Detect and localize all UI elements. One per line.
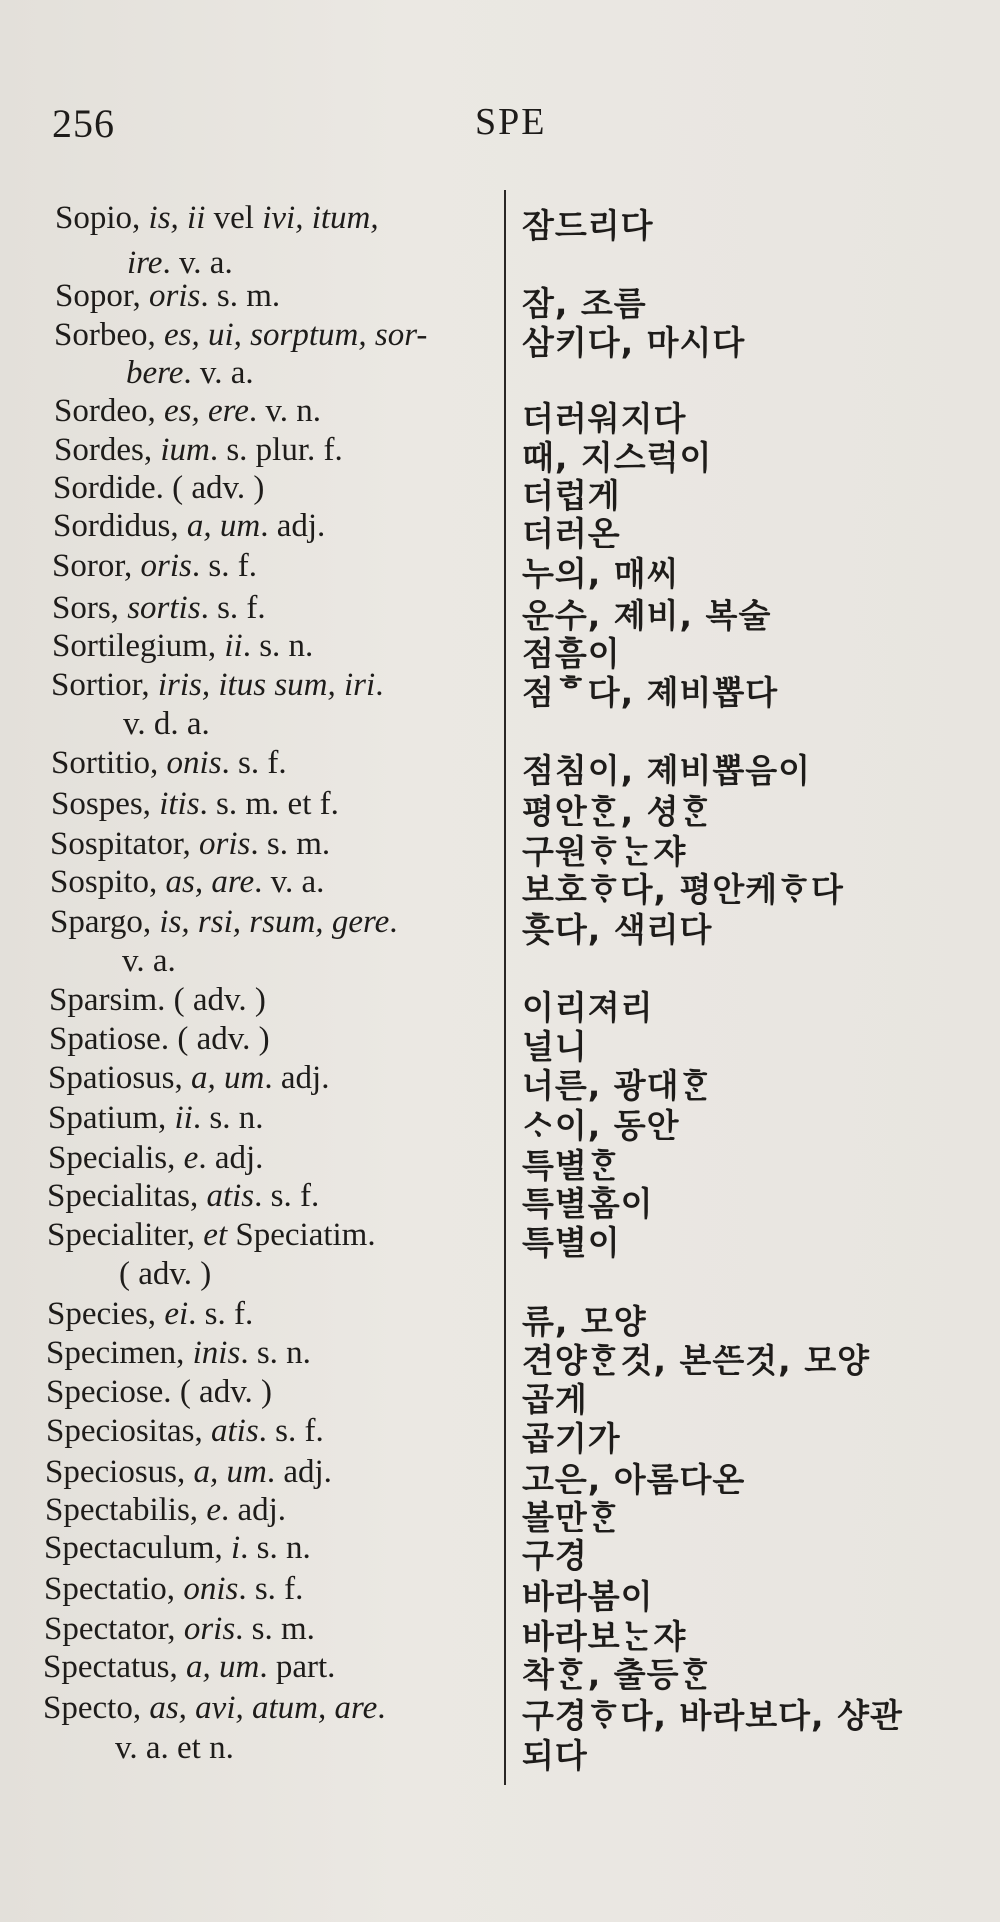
entry-latin (51, 786, 339, 823)
entry-gram: ( adv. ) (165, 982, 266, 1018)
entry-gram: bere (126, 355, 184, 391)
entry-gram: a, (185, 1454, 219, 1490)
entry-korean: 너른, 광대ᄒᆞᆫ (522, 1066, 713, 1105)
entry-korean: ᄉᆞ이, 동안 (522, 1106, 680, 1145)
entry-latin-continuation (123, 706, 210, 743)
entry-latin (48, 1140, 263, 1177)
entry-korean: 특별홈이 (522, 1184, 654, 1223)
entry-gram: e (198, 1492, 221, 1528)
entry-gram: oris (132, 548, 192, 584)
entry-latin (54, 393, 321, 430)
entry-latin (52, 628, 313, 665)
entry-gram: es, (155, 317, 200, 353)
entry-gram: atis (198, 1178, 255, 1214)
entry-latin (46, 1335, 311, 1372)
entry-korean: 더러온 (522, 514, 621, 553)
entry-gram: rsi, (189, 904, 242, 940)
entry-headword: Spectaculum, (44, 1530, 223, 1566)
entry-gram: itum, (303, 200, 379, 236)
entry-korean: 때, 지스럭이 (522, 438, 713, 477)
entry-latin (55, 278, 280, 315)
entry-latin (49, 982, 266, 1019)
entry-gram: um (210, 1649, 260, 1685)
entry-gram: onis (175, 1571, 239, 1607)
entry-gram: e (175, 1140, 199, 1176)
entry-headword: Sordeo, (54, 393, 156, 429)
entry-gram: . s. n. (240, 1530, 311, 1566)
entry-gram: ii (216, 628, 243, 664)
entry-gram: atum, (243, 1690, 327, 1726)
entry-latin (45, 1492, 286, 1529)
entry-latin (51, 667, 383, 704)
entry-headword: Sorbeo, (54, 317, 156, 353)
entry-gram: um (215, 1060, 265, 1096)
entry-latin (52, 590, 266, 627)
entry-korean: 운수, 졔비, 복술 (522, 596, 772, 635)
entry-gram: ii (166, 1100, 193, 1136)
entry-headword: Specialitas, (47, 1178, 199, 1214)
entry-headword: Sors, (52, 590, 119, 626)
entry-gram: . s. m. (200, 278, 281, 314)
entry-korean: 흣다, 색리다 (522, 910, 713, 949)
entry-korean: 특별ᄒᆞᆫ (522, 1146, 621, 1185)
entry-korean: 바라보ᄂᆞᆫ쟈 (522, 1617, 687, 1656)
entry-gram: rsum, (241, 904, 324, 940)
entry-gram: . s. f. (191, 548, 257, 584)
entry-gram: oris (175, 1611, 236, 1647)
entry-gram: onis (158, 745, 222, 781)
entry-gram: . s. f. (188, 1296, 254, 1332)
entry-korean: 보호ᄒᆞ다, 평안케ᄒᆞ다 (522, 870, 844, 909)
entry-gram: . v. a. (162, 245, 233, 281)
entry-korean: 구경 (522, 1536, 588, 1575)
entry-gram: a, (182, 1060, 216, 1096)
entry-latin (47, 1296, 253, 1333)
entry-headword: Sordes, (54, 432, 153, 468)
entry-gram: . (389, 904, 398, 940)
entry-gram: itis (150, 786, 200, 822)
entry-korean: 곱게 (522, 1380, 588, 1419)
entry-gram: as, (141, 1690, 187, 1726)
entry-gram: . s. m. (250, 826, 331, 862)
entry-headword: Spatiosus, (48, 1060, 183, 1096)
entry-latin (49, 1021, 270, 1058)
entry-latin (47, 1217, 376, 1254)
entry-gram: . s. f. (200, 590, 266, 626)
entry-headword: Sordide. (53, 470, 164, 506)
entry-latin-continuation (119, 1256, 211, 1293)
entry-korean: 특별이 (522, 1223, 621, 1262)
entry-gram: ( adv. ) (169, 1021, 270, 1057)
entry-korean: 착ᄒᆞᆫ, 출등ᄒᆞᆫ (522, 1655, 713, 1694)
entry-korean: 더럽게 (522, 476, 621, 515)
entry-headword: Sordidus, (53, 508, 179, 544)
entry-gram: . adj. (266, 1454, 332, 1490)
entry-headword: Specialiter, (47, 1217, 196, 1253)
entry-gram: ii (178, 200, 206, 236)
entry-gram: . s. f. (258, 1413, 324, 1449)
entry-korean: 고은, 아롬다온 (522, 1460, 746, 1499)
entry-latin (46, 1413, 324, 1450)
entry-korean: 곱기가 (522, 1419, 621, 1458)
entry-latin (43, 1690, 386, 1727)
entry-latin (44, 1571, 303, 1608)
entry-latin (44, 1611, 315, 1648)
entry-gram: itus sum, (210, 667, 336, 703)
entry-latin (44, 1530, 311, 1567)
entry-headword: Sospitator, (50, 826, 191, 862)
entry-latin (55, 200, 379, 237)
entry-gram: . s. n. (240, 1335, 311, 1371)
entry-headword: Sospito, (50, 864, 158, 900)
entry-latin (54, 432, 343, 469)
entry-latin-continuation (126, 355, 254, 392)
entry-latin-continuation (122, 943, 176, 980)
entry-headword: Specto, (43, 1690, 142, 1726)
column-divider (504, 190, 506, 1785)
entry-headword: Specimen, (46, 1335, 185, 1371)
entry-gram: ire (127, 245, 163, 281)
entry-gram: avi, (186, 1690, 244, 1726)
entry-gram: . v. a. (183, 355, 254, 391)
entry-gram: . (375, 667, 384, 703)
entry-headword: Speciositas, (46, 1413, 203, 1449)
entry-gram: ui, (199, 317, 242, 353)
entry-headword: Spatiose. (49, 1021, 170, 1057)
entry-gram: oris (190, 826, 251, 862)
entry-latin (45, 1454, 332, 1491)
entry-gram: . s. n. (242, 628, 314, 664)
entry-gram: is, (140, 200, 179, 236)
entry-korean: 누의, 매씨 (522, 554, 680, 593)
entry-latin (50, 864, 324, 901)
entry-gram: oris (140, 278, 201, 314)
entry-gram: is, (151, 904, 190, 940)
entry-headword: Speciosus, (45, 1454, 186, 1490)
entry-korean: 널니 (522, 1027, 588, 1066)
entry-gram: vel (205, 200, 263, 236)
entry-gram: i (222, 1530, 241, 1566)
entry-gram: . adj. (198, 1140, 264, 1176)
entry-headword: Soror, (52, 548, 133, 584)
entry-gram: . adj. (220, 1492, 287, 1528)
entry-korean-continuation: 되다 (522, 1736, 588, 1775)
entry-latin (53, 470, 264, 507)
entry-latin (43, 1649, 335, 1686)
entry-gram: are (326, 1690, 378, 1726)
entry-latin (53, 508, 325, 545)
entry-headword: Spectatus, (43, 1649, 178, 1685)
entry-gram: . s. m. et f. (199, 786, 339, 822)
entry-headword: Speciose. (46, 1374, 172, 1410)
entry-headword: Sparsim. (49, 982, 166, 1018)
entry-gram: ium (152, 432, 210, 468)
entry-gram: . part. (259, 1649, 336, 1685)
entry-gram: ei (156, 1296, 189, 1332)
entry-korean: 구원ᄒᆞᄂᆞᆫ쟈 (522, 832, 687, 871)
entry-gram: ( adv. ) (171, 1374, 273, 1410)
entry-gram: sortis (118, 590, 201, 626)
entry-gram: . s. f. (221, 745, 287, 781)
entry-korean: 구경ᄒᆞ다, 바라보다, 샹관 (522, 1696, 903, 1735)
entry-gram: ivi, (262, 200, 304, 236)
entry-gram: v. a. et n. (115, 1730, 234, 1766)
entry-gram: v. d. a. (123, 706, 210, 742)
entry-gram: v. a. (122, 943, 176, 979)
entry-gram: . v. n. (248, 393, 322, 429)
entry-headword: Spectatio, (44, 1571, 176, 1607)
entry-gram: . s. n. (192, 1100, 264, 1136)
entry-gram: as, (157, 864, 204, 900)
entry-korean: 점흠이 (522, 634, 621, 673)
entry-headword: Spectator, (44, 1611, 176, 1647)
entry-gram: . s. m. (235, 1611, 315, 1647)
entry-headword: Sopor, (55, 278, 141, 314)
entry-gram: sor- (366, 317, 428, 353)
entry-gram: a, (178, 508, 212, 544)
entry-korean: 더러워지다 (522, 399, 687, 438)
entry-latin (50, 904, 397, 941)
entry-latin (52, 548, 257, 585)
entry-latin-continuation (127, 245, 233, 282)
entry-latin (47, 1178, 319, 1215)
entry-gram: ( adv. ) (119, 1256, 212, 1292)
entry-gram: . s. plur. f. (209, 432, 343, 468)
entry-gram: ( adv. ) (163, 470, 265, 506)
entry-gram: um (218, 1454, 267, 1490)
entry-gram: Speciatim. (227, 1217, 376, 1253)
entry-gram: . adj. (260, 508, 326, 544)
entry-korean: 견양ᄒᆞᆫ것, 본ᄯᅳᆫ것, 모양 (522, 1341, 870, 1380)
entry-gram: atis (202, 1413, 259, 1449)
entry-korean: 류, 모양 (522, 1302, 647, 1341)
entry-headword: Spargo, (50, 904, 152, 940)
entry-korean: 볼만ᄒᆞᆫ (522, 1498, 621, 1537)
entry-latin (48, 1060, 329, 1097)
entry-korean: 삼키다, 마시다 (522, 323, 746, 362)
entry-gram: um (211, 508, 261, 544)
entry-korean: 바라봄이 (522, 1577, 654, 1616)
entry-gram: . s. f. (238, 1571, 304, 1607)
entry-gram: inis (184, 1335, 241, 1371)
entry-headword: Sortior, (51, 667, 150, 703)
entry-gram: iri (335, 667, 376, 703)
entry-headword: Sortitio, (51, 745, 159, 781)
entry-headword: Specialis, (48, 1140, 176, 1176)
entry-gram: . s. f. (254, 1178, 320, 1214)
entry-gram: sorptum, (241, 317, 367, 353)
entry-korean: 이리져리 (522, 988, 654, 1027)
entry-latin (48, 1100, 263, 1137)
entry-korean: 점ᄒ다, 졔비뽑다 (522, 673, 779, 712)
entry-headword: Spectabilis, (45, 1492, 199, 1528)
entry-korean: 잠, 조름 (522, 284, 647, 323)
entry-gram: are (203, 864, 255, 900)
entry-latin (51, 745, 287, 782)
entry-korean: 점침이, 졔비뽑음이 (522, 751, 812, 790)
entry-korean: 평안ᄒᆞᆫ, 셩ᄒᆞᆫ (522, 792, 713, 831)
entry-gram: es, (155, 393, 200, 429)
entry-headword: Sortilegium, (52, 628, 217, 664)
entry-latin (46, 1374, 272, 1411)
entry-latin (54, 317, 427, 354)
entry-gram: ere (199, 393, 249, 429)
entry-gram: gere (323, 904, 390, 940)
entry-gram: et (195, 1217, 228, 1253)
entry-latin (50, 826, 330, 863)
entry-gram: iris, (149, 667, 211, 703)
entry-gram: . v. a. (254, 864, 325, 900)
entry-headword: Spatium, (48, 1100, 167, 1136)
page-number: 256 (52, 101, 115, 146)
entry-korean: 잠드리다 (522, 206, 654, 245)
entry-gram: a, (177, 1649, 211, 1685)
entry-gram: . adj. (264, 1060, 330, 1096)
entry-headword: Species, (47, 1296, 157, 1332)
entry-latin-continuation (115, 1730, 234, 1767)
entry-headword: Sopio, (55, 200, 141, 236)
entry-gram: . (377, 1690, 386, 1726)
running-head: SPE (475, 101, 547, 143)
entry-headword: Sospes, (51, 786, 151, 822)
